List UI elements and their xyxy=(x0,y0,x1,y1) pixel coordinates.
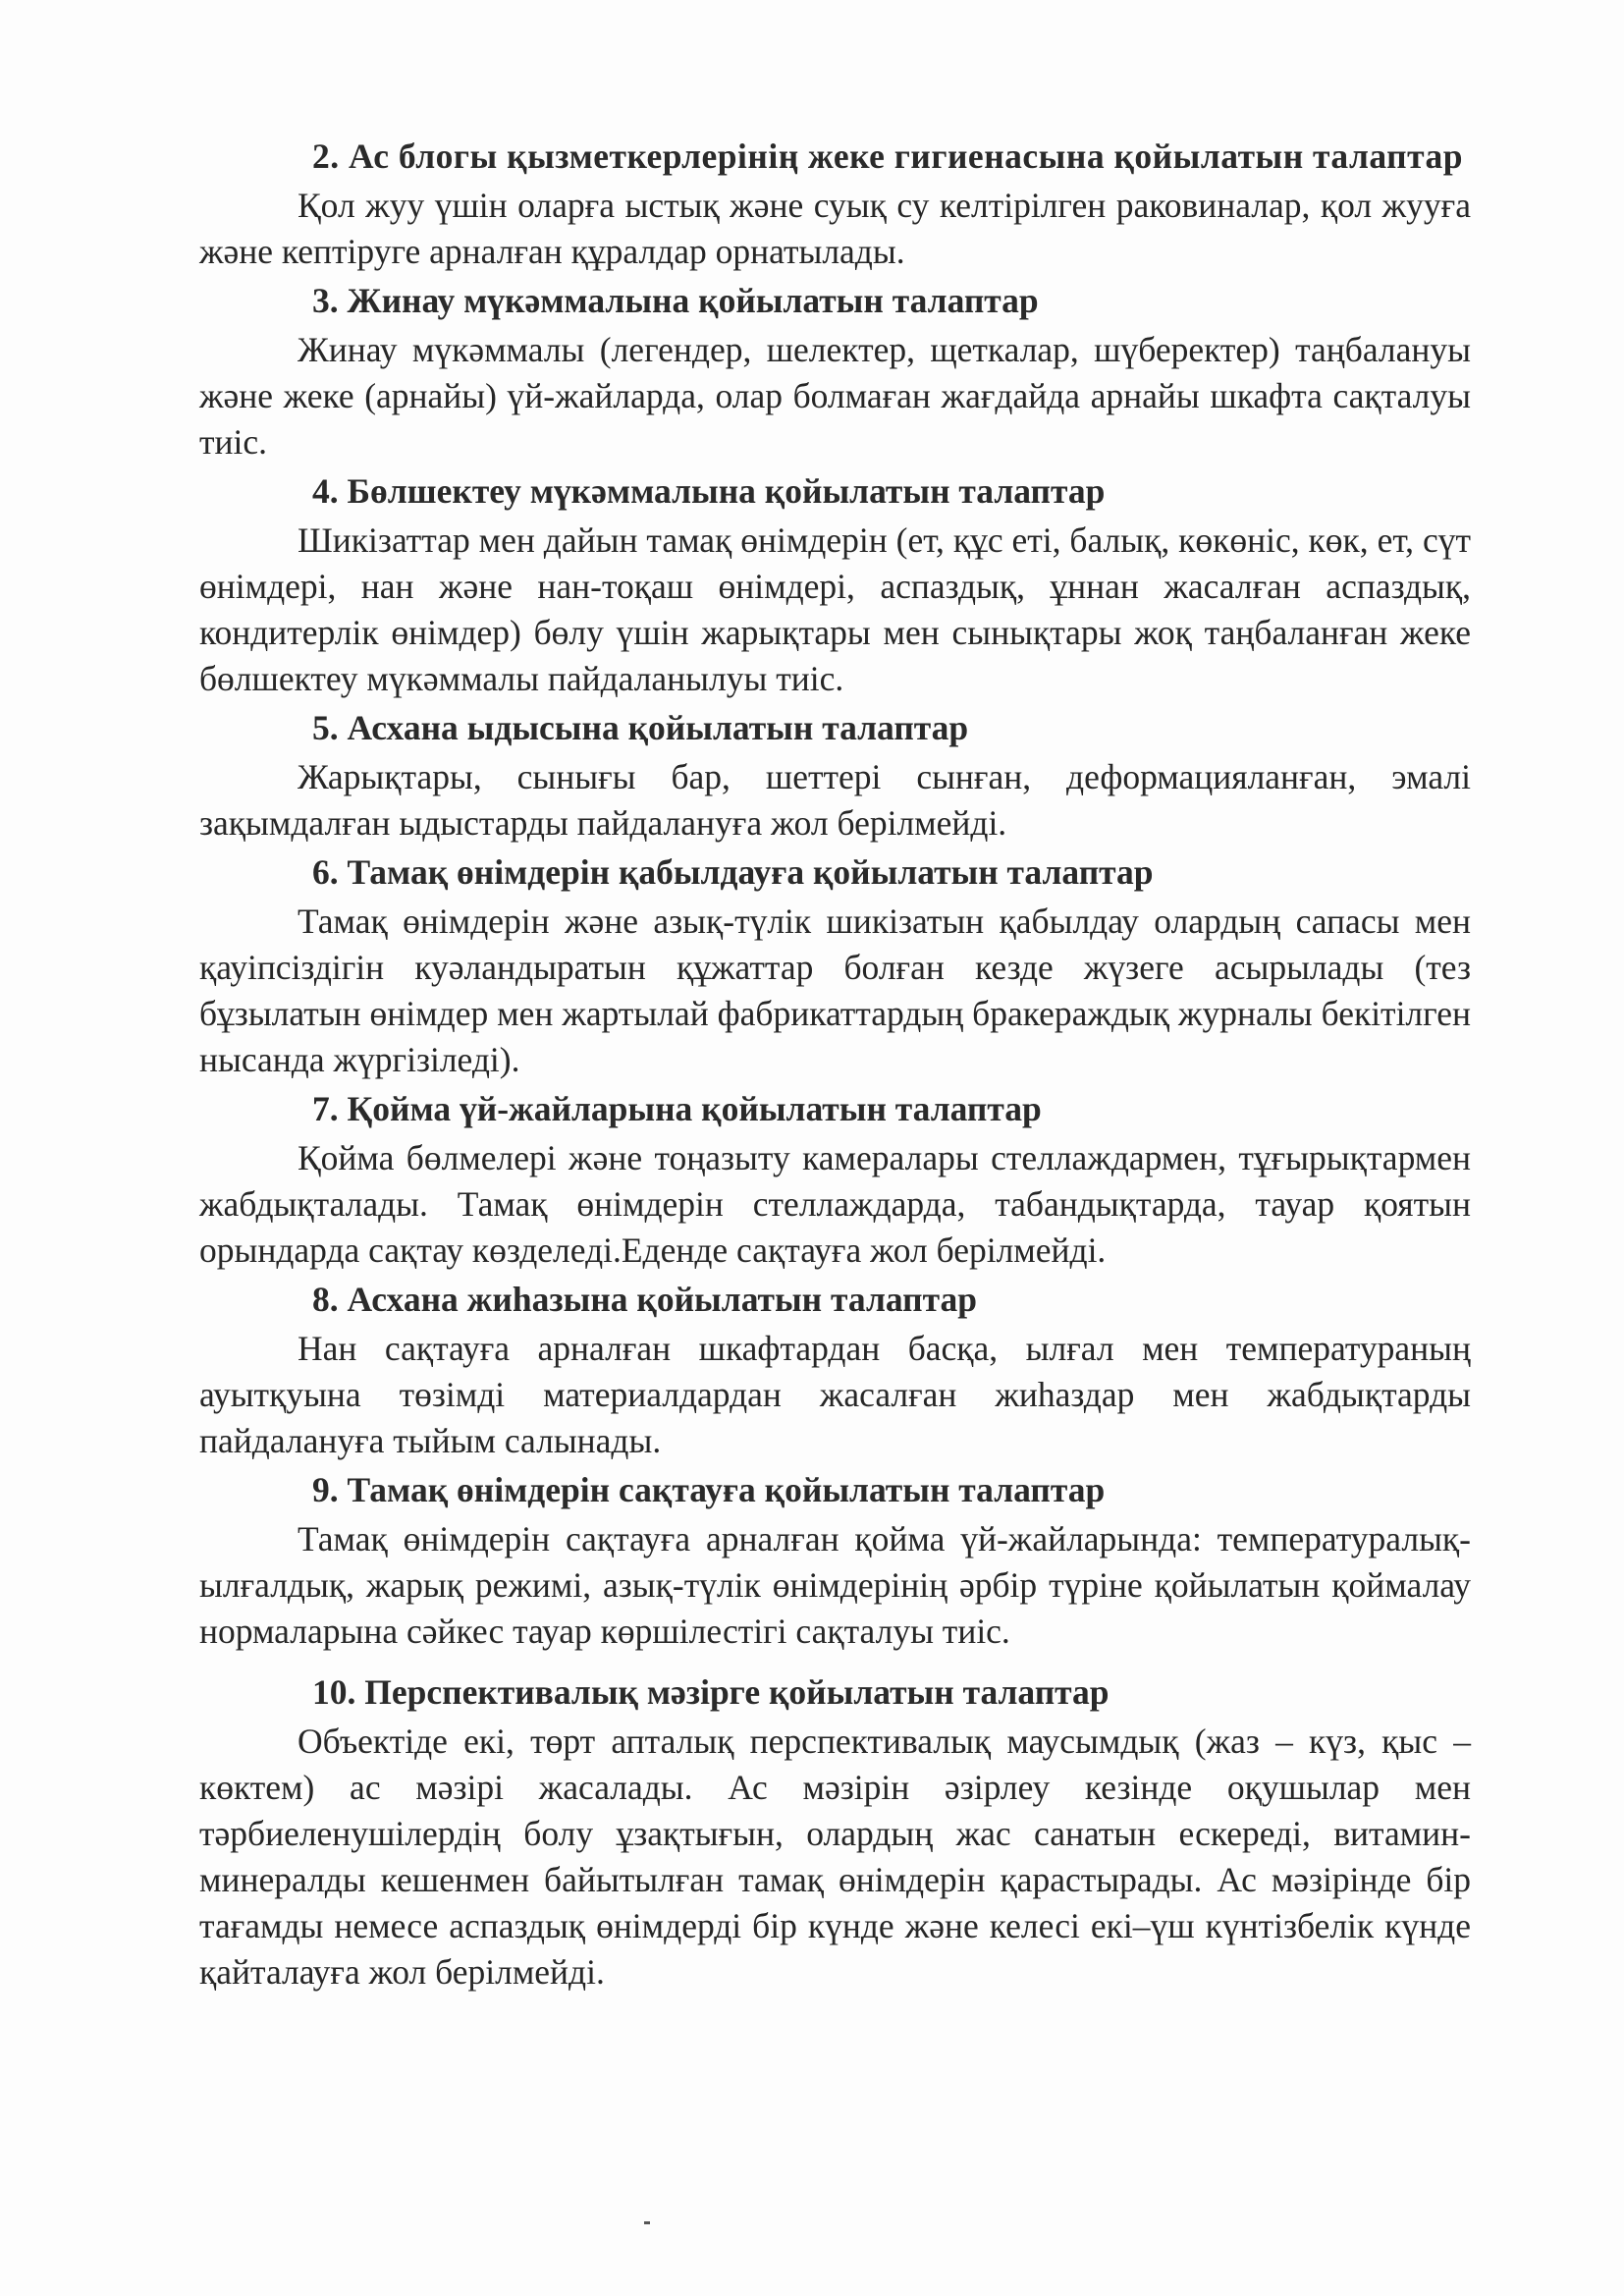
section-10 xyxy=(199,1669,1471,1995)
section-text: Шикізаттар мен дайын тамақ өнімдерін (ет, құс еті, балық, көкөніс, көк, ет, сүт өнімдері, нан және нан-тоқаш өнімдері, аспаздық, ұннан жасалған аспаздық, кондитерлік өнімдер) бөлу үшін жарықтары мен сынықтары жоқ таңбаланған жеке бөлшектеу мүкәммалы пайдаланылуы тиіс. xyxy=(199,520,1471,698)
section-3 xyxy=(199,278,1471,465)
section-heading: 5. Асхана ыдысына қойылатын талаптар xyxy=(312,708,969,747)
section-4 xyxy=(199,468,1471,702)
section-heading: 9. Тамақ өнімдерін сақтауға қойылатын талаптар xyxy=(312,1470,1106,1509)
section-heading: 7. Қойма үй-жайларына қойылатын талаптар xyxy=(312,1089,1042,1128)
section-6 xyxy=(199,849,1471,1083)
section-heading: 4. Бөлшектеу мүкәммалына қойылатын талаптар xyxy=(312,471,1106,511)
section-heading: 8. Асхана жиhазына қойылатын талаптар xyxy=(312,1280,977,1319)
section-heading: 10. Перспективалық мәзірге қойылатын талаптар xyxy=(312,1672,1110,1712)
section-text: Қол жуу үшін оларға ыстық және суық су келтірілген раковиналар, қол жууға және кептіруге арналған құралдар орнатылады. xyxy=(199,186,1471,271)
section-text: Жарықтары, сынығы бар, шеттері сынған, деформацияланған, эмалі зақымдалған ыдыстарды пайдалануға жол берілмейді. xyxy=(199,757,1471,843)
section-9 xyxy=(199,1467,1471,1655)
section-text: Нан сақтауға арналған шкафтардан басқа, ылғал мен температураның ауытқуына төзімді материалдардан жасалған жиhаздар мен жабдықтарды пайдалануға тыйым салынады. xyxy=(199,1329,1471,1460)
section-7 xyxy=(199,1086,1471,1274)
section-2 xyxy=(199,134,1471,275)
scan-mark xyxy=(644,2221,650,2224)
document-body xyxy=(199,134,1471,1998)
section-heading: 6. Тамақ өнімдерін қабылдауға қойылатын талаптар xyxy=(312,852,1154,892)
section-heading: 2. Ас блогы қызметкерлерінің жеке гигиенасына қойылатын талаптар xyxy=(312,137,1464,176)
section-text: Қойма бөлмелері және тоңазыту камералары стеллаждармен, тұғырықтармен жабдықталады. Тамақ өнімдерін стеллаждарда, табандықтарда, тауар қоятын орындарда сақтау көзделеді.Еденде сақтауға жол берілмейді. xyxy=(199,1138,1471,1270)
section-heading: 3. Жинау мүкәммалына қойылатын талаптар xyxy=(312,281,1039,320)
section-text: Объектіде екі, төрт апталық перспективалық маусымдық (жаз – күз, қыс – көктем) ас мәзірі жасалады. Ас мәзірін әзірлеу кезінде оқушылар мен тәрбиеленушілердің болу ұзақтығын, олардың жас санатын ескереді, витамин-минералды кешенмен байытылған тамақ өнімдерін қарастырады. Ас мәзірінде бір тағамды немесе аспаздық өнімдерді бір күнде және келесі екі–үш күнтізбелік күнде қайталауға жол берілмейді. xyxy=(199,1722,1471,1992)
section-text: Тамақ өнімдерін және азық-түлік шикізатын қабылдау олардың сапасы мен қауіпсіздігін куәландыратын құжаттар болған кезде жүзеге асырылады (тез бұзылатын өнімдер мен жартылай фабрикаттардың бракераждық журналы бекітілген нысанда жүргізіледі). xyxy=(199,902,1471,1079)
section-5 xyxy=(199,705,1471,847)
section-text: Тамақ өнімдерін сақтауға арналған қойма үй-жайларында: температуралық-ылғалдық, жарық режимі, азық-түлік өнімдерінің әрбір түріне қойылатын қоймалау нормаларына сәйкес тауар көршілестігі сақталуы тиіс. xyxy=(199,1519,1471,1651)
section-8 xyxy=(199,1277,1471,1464)
spacer xyxy=(199,1658,1471,1669)
section-text: Жинау мүкәммалы (легендер, шелектер, щеткалар, шүберектер) таңбалануы және жеке (арнайы) үй-жайларда, олар болмаған жағдайда арнайы шкафта сақталуы тиіс. xyxy=(199,330,1471,462)
